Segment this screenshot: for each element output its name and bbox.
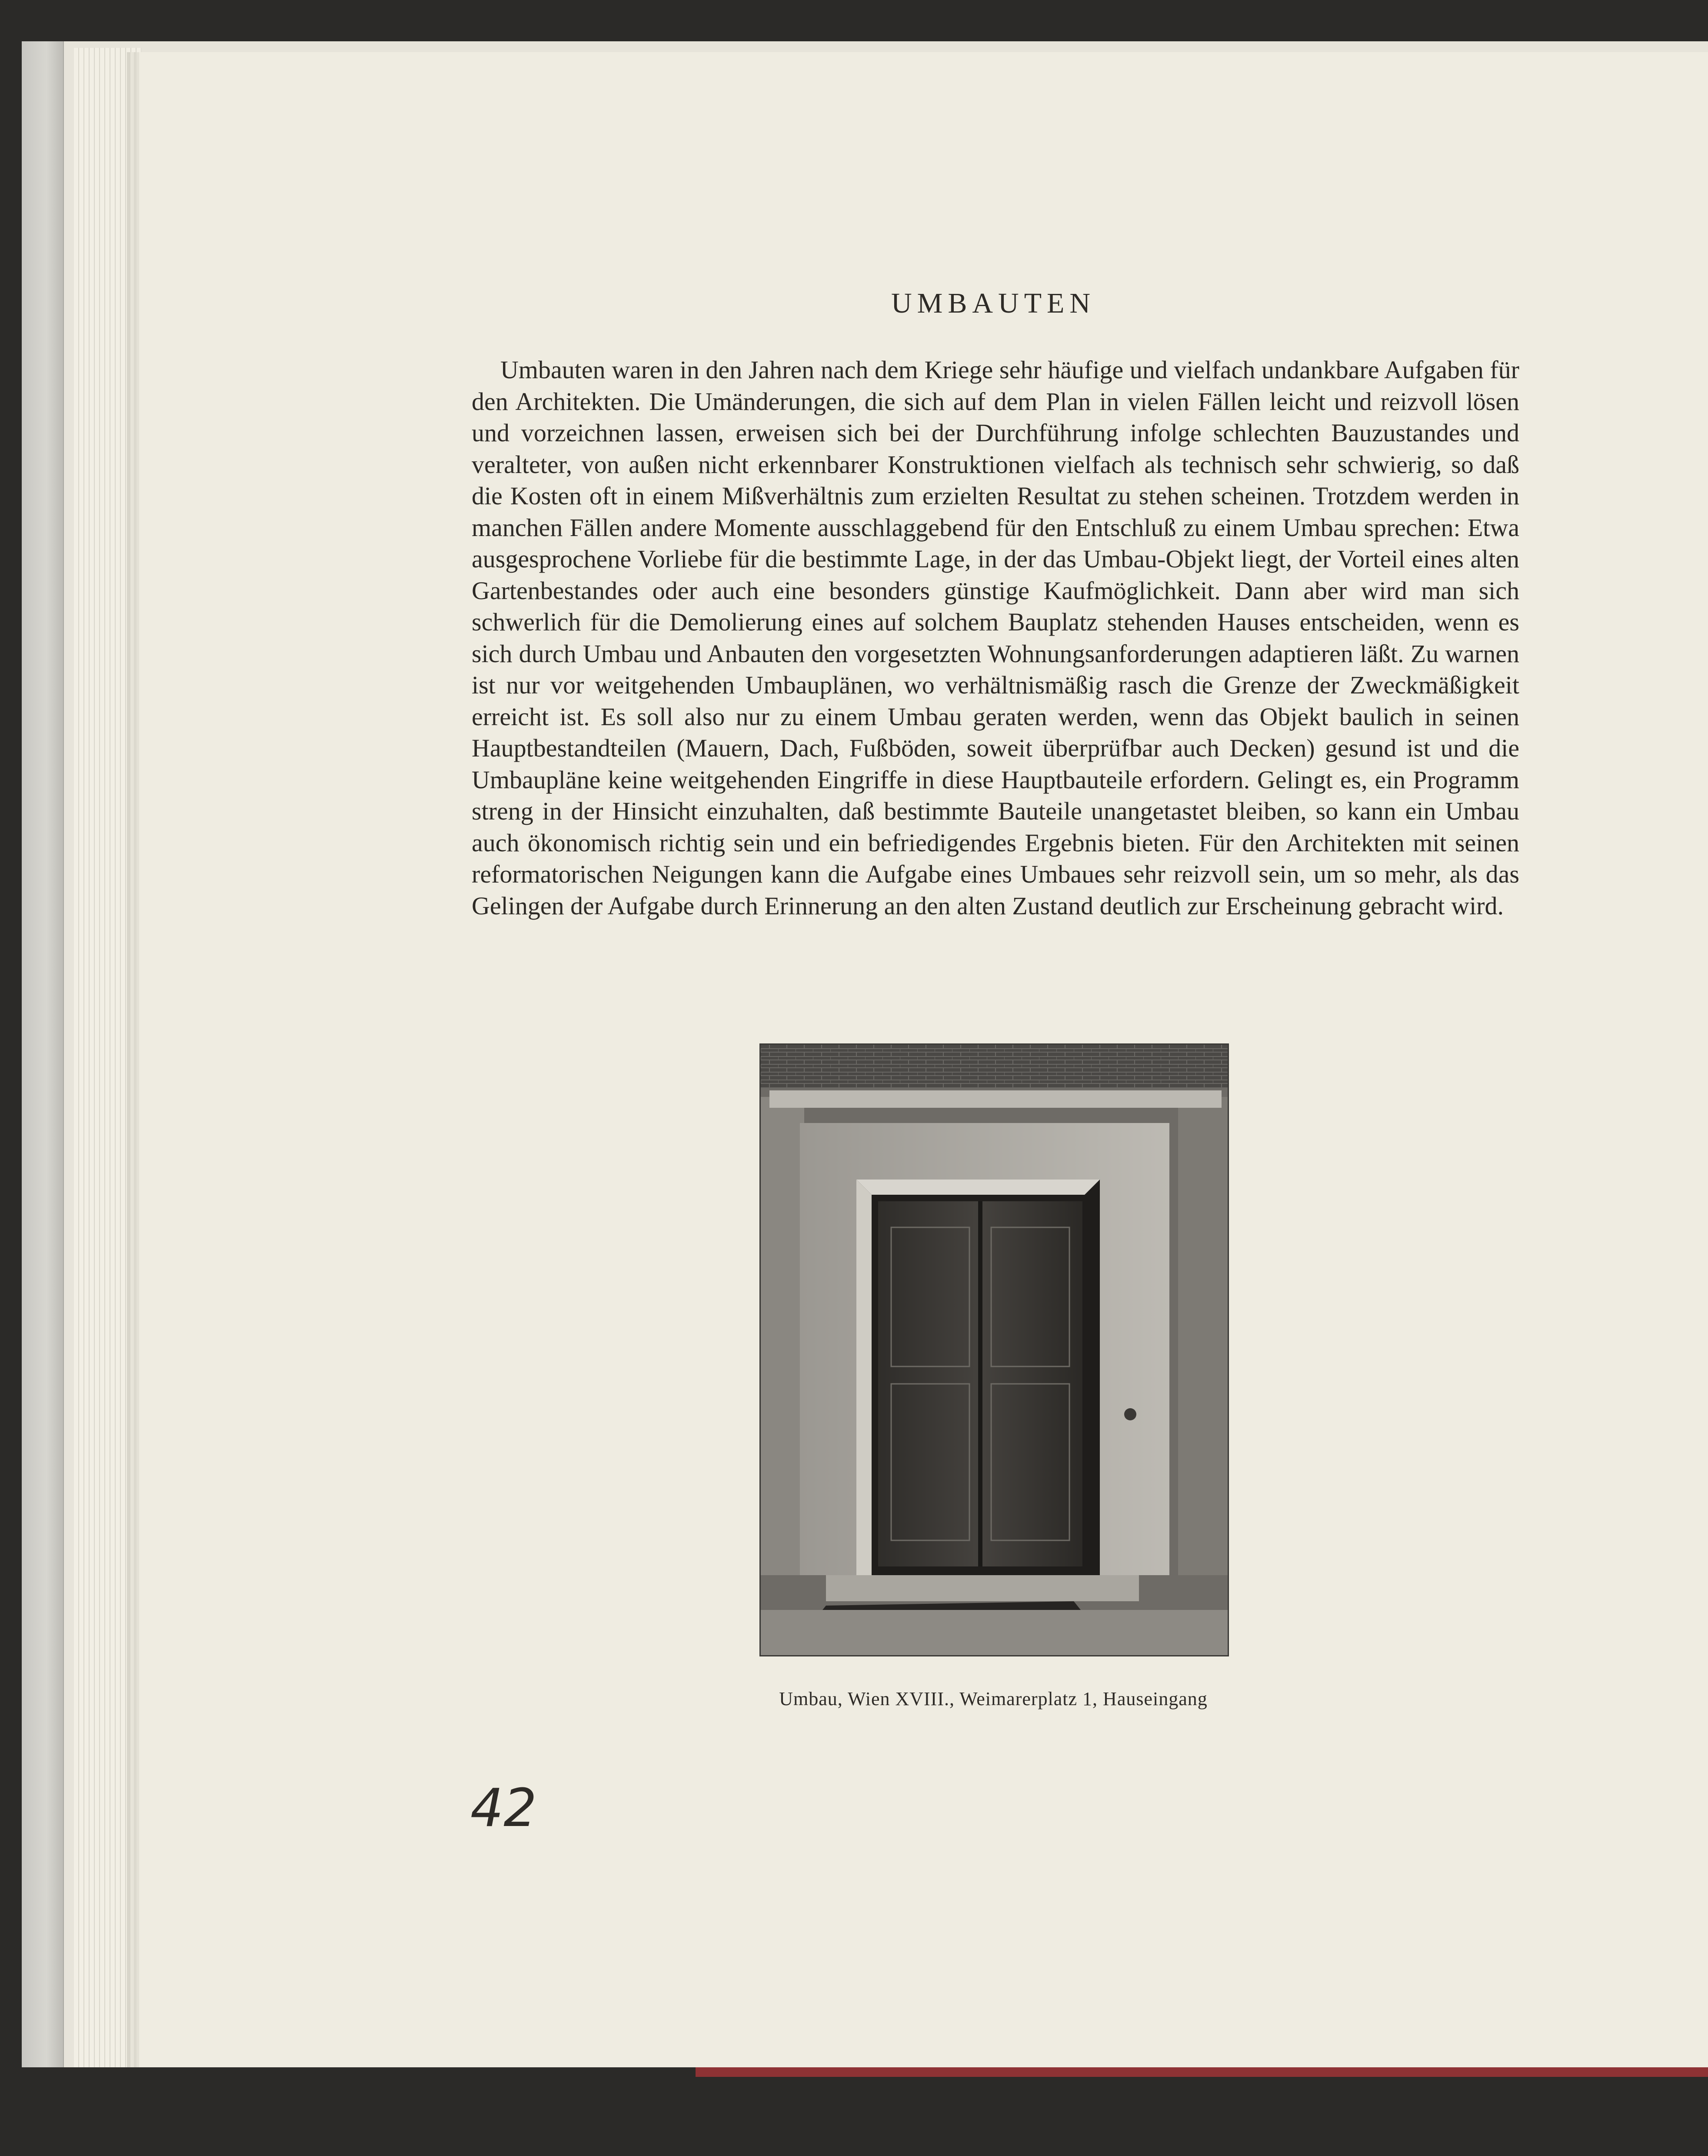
doorway-illustration (761, 1045, 1228, 1655)
book-cover-red-edge (696, 2067, 1708, 2077)
photo-doorway (759, 1043, 1229, 1656)
page-number: 42 (470, 1778, 537, 1839)
page-edges (74, 48, 141, 2067)
photo-caption: Umbau, Wien XVIII., Weimarerplatz 1, Hauseingang (779, 1688, 1208, 1709)
book-cover-edge-bottom (0, 2067, 1708, 2156)
page-title: UMBAUTEN (891, 287, 1095, 319)
book-spine (22, 41, 64, 2069)
body-text (472, 354, 1519, 922)
paragraph: Umbauten waren in den Jahren nach dem Kriege sehr häufige und vielfach undankbare Aufgaben für den Architekten. Die Umänderungen, die sich auf dem Plan in vielen Fällen leicht und reizvoll lösen und vorzeichnen lassen, erweisen sich bei der Durchführung infolge schlechten Bauzustandes und veralteter, von außen nicht erkennbarer Konstruktionen vielfach als technisch sehr schwierig, so daß die Kosten oft in einem Mißverhältnis zum erzielten Resultat zu stehen scheinen. Trotzdem werden in manchen Fällen andere Momente ausschlaggebend für den Entschluß zu einem Umbau sprechen: Etwa ausgesprochene Vorliebe für die bestimmte Lage, in der das Umbau-Objekt liegt, der Vorteil eines alten Gartenbestandes oder auch eine besonders günstige Kaufmöglichkeit. Dann aber wird man sich schwerlich für die Demolierung eines auf solchem Bauplatz stehenden Hauses entscheiden, wenn es sich durch Umbau und Anbauten den vorgesetzten Wohnungsanforderungen adaptieren läßt. Zu warnen ist nur vor weitgehenden Umbauplänen, wo verhältnismäßig rasch die Grenze der Zweckmäßigkeit erreicht ist. Es soll also nur zu einem Umbau geraten werden, wenn das Objekt baulich in seinen Hauptbestandteilen (Mauern, Dach, Fußböden, soweit überprüfbar auch Decken) gesund ist und die Umbaupläne keine weitgehenden Eingriffe in diese Hauptbauteile erfordern. Gelingt es, ein Programm streng in der Hinsicht einzuhalten, daß bestimmte Bauteile unangetastet bleiben, so kann ein Umbau auch ökonomisch richtig sein und ein befriedigendes Ergebnis bieten. Für den Architekten mit seinen reformatorischen Neigungen kann die Aufgabe eines Umbaues sehr reizvoll sein, um so mehr, als das Gelingen der Aufgabe durch Erinnerung an den alten Zustand deutlich zur Erscheinung gebracht wird. (472, 356, 1519, 920)
